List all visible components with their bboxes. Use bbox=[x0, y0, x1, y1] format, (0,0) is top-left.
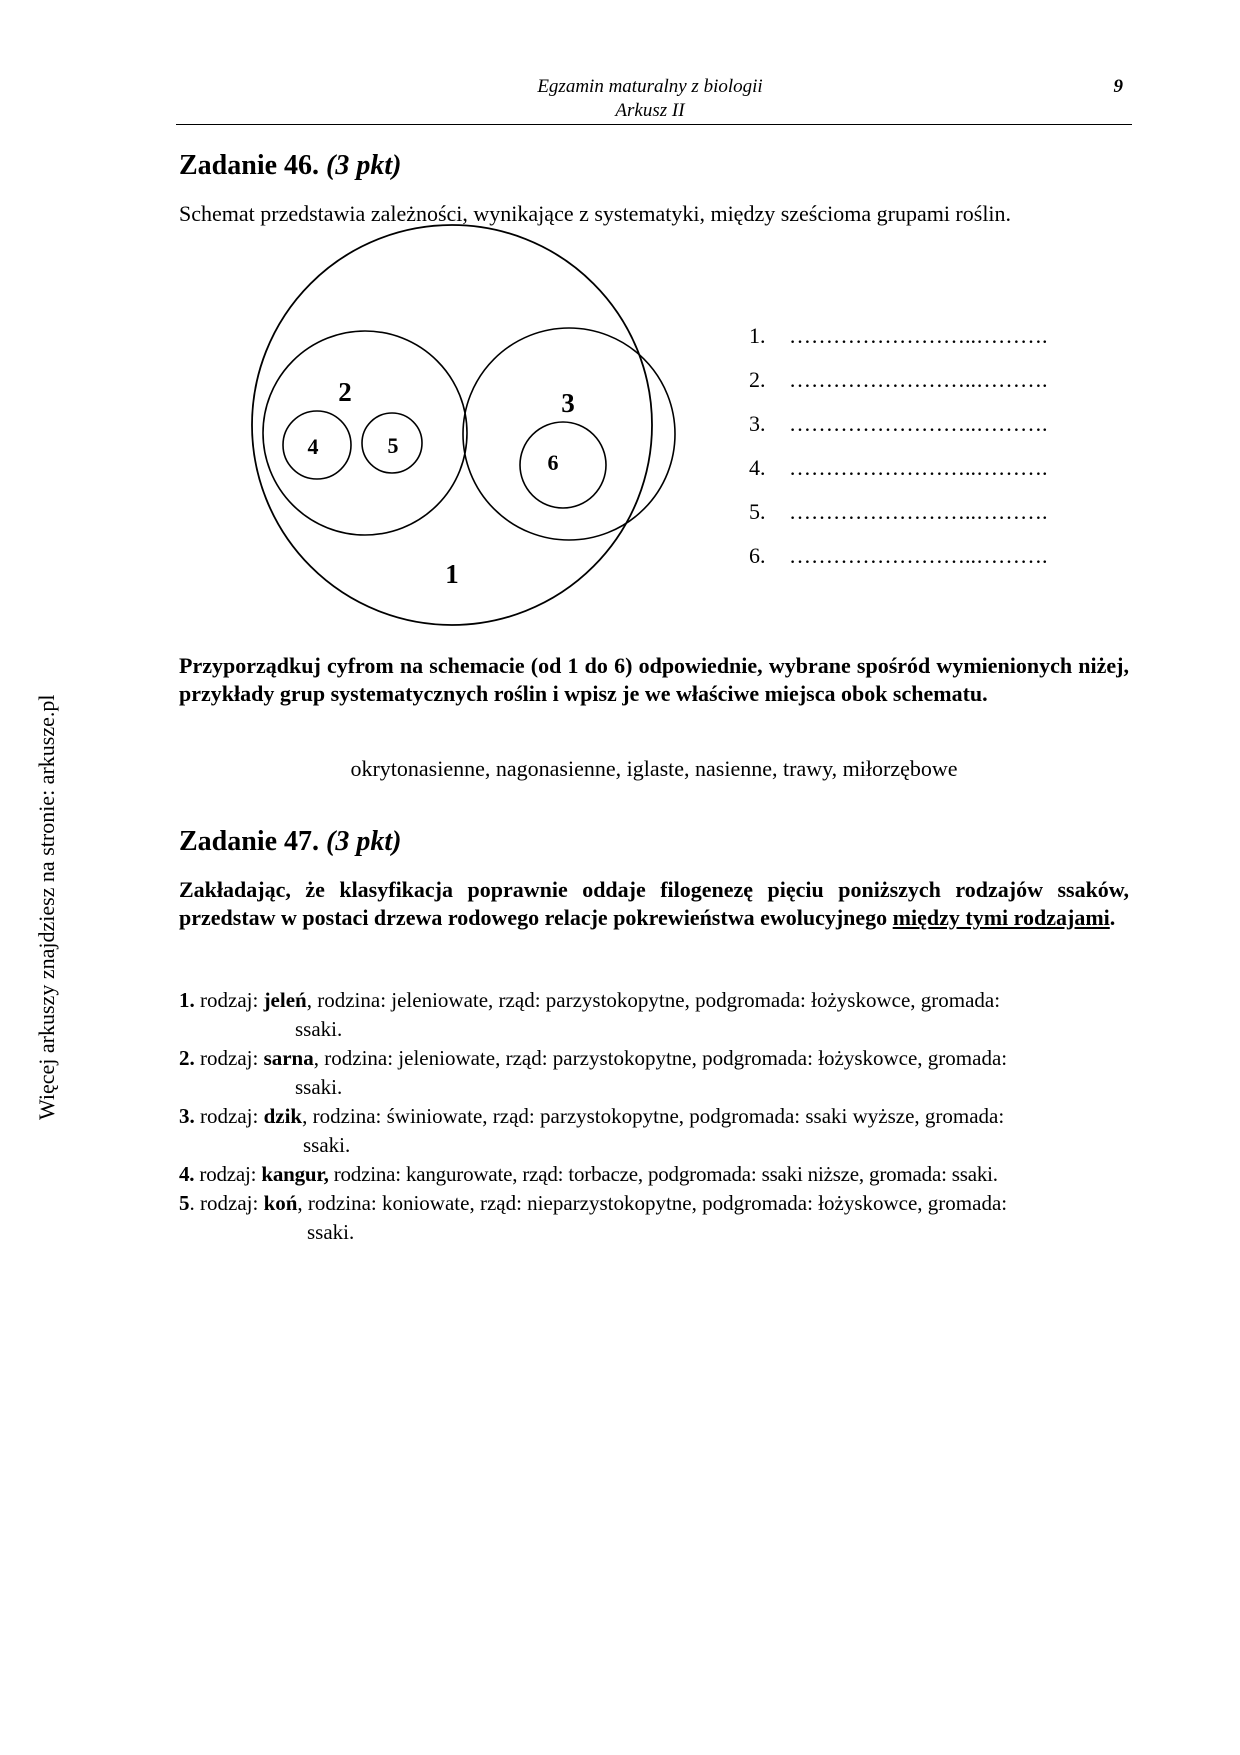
item-prefix: rodzaj: bbox=[194, 1046, 264, 1070]
label-2: 2 bbox=[338, 377, 352, 407]
task-47-instruction bbox=[179, 876, 1129, 932]
answer-blank: ……………………..………. bbox=[789, 455, 1048, 480]
item-details: , rodzina: jeleniowate, rząd: parzystokopytne, podgromada: łożyskowce, gromada: bbox=[306, 988, 1001, 1012]
item-genus: kangur, bbox=[261, 1162, 329, 1186]
task-47-instruction-main: Zakładając, że klasyfikacja poprawnie oddaje filogenezę pięciu poniższych rodzajów ssaków, przedstaw w postaci drzewa rodowego relacje pokrewieństwa ewolucyjnego bbox=[179, 877, 1129, 930]
item-continuation: ssaki. bbox=[303, 1133, 351, 1157]
genus-item-1 bbox=[179, 986, 1131, 1044]
genus-list bbox=[179, 986, 1131, 1247]
item-number: 2. bbox=[179, 1046, 195, 1070]
answer-blank: ……………………..………. bbox=[789, 543, 1048, 568]
systematics-diagram bbox=[0, 0, 1240, 680]
side-note: Więcej arkuszy znajdziesz na stronie: arkusze.pl bbox=[34, 694, 59, 1120]
item-genus: dzik bbox=[263, 1104, 303, 1128]
item-details: rodzina: kangurowate, rząd: torbacze, podgromada: ssaki niższe, gromada: ssaki. bbox=[328, 1162, 998, 1186]
answer-number: 1. bbox=[749, 323, 766, 348]
genus-item-3 bbox=[179, 1102, 1131, 1160]
task-47-number: Zadanie 47. bbox=[179, 826, 320, 857]
answer-line-4[interactable] bbox=[749, 452, 1048, 496]
item-continuation: ssaki. bbox=[307, 1220, 355, 1244]
label-1: 1 bbox=[445, 559, 459, 589]
item-number: 1. bbox=[179, 988, 195, 1012]
circle-group-6 bbox=[520, 422, 606, 508]
label-6: 6 bbox=[547, 450, 559, 475]
task-46-number: Zadanie 46. bbox=[179, 150, 320, 181]
item-prefix: rodzaj: bbox=[194, 1162, 262, 1186]
item-continuation: ssaki. bbox=[295, 1017, 343, 1041]
answer-blank: ……………………..………. bbox=[789, 411, 1048, 436]
answer-line-5[interactable] bbox=[749, 496, 1048, 540]
item-prefix: rodzaj: bbox=[194, 988, 264, 1012]
item-prefix: . rodzaj: bbox=[189, 1191, 264, 1215]
circle-group-2 bbox=[263, 331, 467, 535]
label-5: 5 bbox=[387, 433, 399, 458]
header-sheet-title: Arkusz II bbox=[615, 100, 685, 121]
answer-number: 6. bbox=[749, 543, 766, 568]
task-46-instruction: Przyporządkuj cyfrom na schemacie (od 1 do 6) odpowiednie, wybrane spośród wymienionych niżej, przykłady grup systematycznych roślin i wpisz je we właściwe miejsca obok schematu. bbox=[179, 653, 1129, 706]
item-genus: koń bbox=[263, 1191, 298, 1215]
genus-item-2 bbox=[179, 1044, 1131, 1102]
answer-number: 5. bbox=[749, 499, 766, 524]
answer-blank: ……………………..………. bbox=[789, 367, 1048, 392]
item-details: , rodzina: świniowate, rząd: parzystokopytne, podgromada: ssaki wyższe, gromada: bbox=[302, 1104, 1005, 1128]
item-details: , rodzina: koniowate, rząd: nieparzystokopytne, podgromada: łożyskowce, gromada: bbox=[297, 1191, 1008, 1215]
header-exam-title: Egzamin maturalny z biologii bbox=[537, 76, 763, 97]
task-46-points: (3 pkt) bbox=[326, 150, 402, 181]
item-number: 3. bbox=[179, 1104, 195, 1128]
item-number: 4. bbox=[179, 1162, 195, 1186]
answer-line-2[interactable] bbox=[749, 364, 1048, 408]
answer-blank: ……………………..………. bbox=[789, 499, 1048, 524]
label-3: 3 bbox=[561, 388, 575, 418]
item-details: , rodzina: jeleniowate, rząd: parzystokopytne, podgromada: łożyskowce, gromada: bbox=[313, 1046, 1008, 1070]
answer-number: 4. bbox=[749, 455, 766, 480]
answer-line-1[interactable] bbox=[749, 320, 1048, 364]
item-prefix: rodzaj: bbox=[194, 1104, 264, 1128]
answer-blank: ……………………..………. bbox=[789, 323, 1048, 348]
answer-line-3[interactable] bbox=[749, 408, 1048, 452]
page-number: 9 bbox=[1113, 76, 1123, 97]
item-number: 5 bbox=[179, 1191, 190, 1215]
task-47-instruction-end: . bbox=[1109, 905, 1116, 930]
item-genus: jeleń bbox=[263, 988, 307, 1012]
task-46-intro: Schemat przedstawia zależności, wynikające z systematyki, między sześcioma grupami roślin. bbox=[179, 201, 1012, 226]
task-47-title bbox=[179, 826, 401, 858]
task-46-options: okrytonasienne, nagonasienne, iglaste, nasienne, trawy, miłorzębowe bbox=[350, 756, 958, 781]
item-continuation: ssaki. bbox=[295, 1075, 343, 1099]
answer-line-6[interactable] bbox=[749, 540, 1048, 584]
label-4: 4 bbox=[307, 434, 319, 459]
task-47-instruction-underlined: między tymi rodzajami bbox=[892, 905, 1110, 930]
item-genus: sarna bbox=[263, 1046, 314, 1070]
task-47-points: (3 pkt) bbox=[326, 826, 402, 857]
answer-number: 2. bbox=[749, 367, 766, 392]
genus-item-4 bbox=[179, 1160, 1131, 1189]
answer-number: 3. bbox=[749, 411, 766, 436]
answer-lines bbox=[749, 320, 1048, 584]
genus-item-5 bbox=[179, 1189, 1131, 1247]
